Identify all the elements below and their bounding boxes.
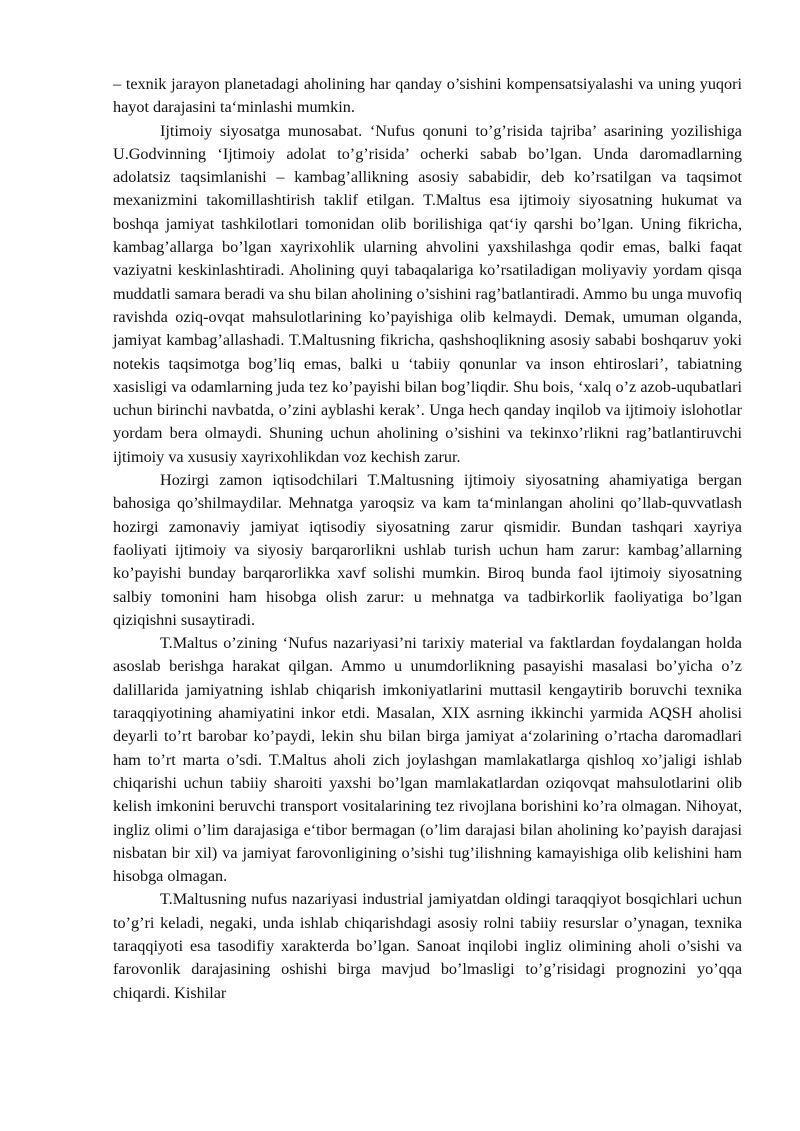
paragraph-modern-economists: Hozirgi zamon iqtisodchilari T.Maltusning ijtimoiy siyosatning ahamiyatiga bergan bahosiga qo’shilmaydilar. Mehnatga yaroqsiz va kam ta‘minlangan aholini qo’llab-quvvatlash hozirgi zamonaviy jamiyat iqtisodiy siyosatning zarur qismidir. Bundan tashqari xayriya faoliyati ijtimoiy va siyosiy barqarorlikni ushlab turish uchun ham zarur: kambag’allarning ko’payishi bunday barqarorlikka xavf solishi mumkin. Biroq bunda faol ijtimoiy siyosatning salbiy tomonini ham hisobga olish zarur: u mehnatga va tadbirkorlik faoliyatiga bo’lgan qiziqishni susaytiradi. xyxy=(113,471,742,629)
paragraph-continuation: – texnik jarayon planetadagi aholining har qanday o’sishini kompensatsiyalashi va uning yuqori hayot darajasini ta‘minlashi mumkin. xyxy=(113,75,742,117)
document-page xyxy=(113,73,742,1005)
paragraph-social-policy: Ijtimoiy siyosatga munosabat. ‘Nufus qonuni to’g’risida tajriba’ asarining yozilishiga U.Godvinning ‘Ijtimoiy adolat to’g’risida’ ocherki sabab bo’lgan. Unda daromadlarning adolatsiz taqsimlanishi – kambag’allikning asosiy sababidir, deb ko’rsatilgan va taqsimot mexanizmini takomillashtirish taklif etilgan. T.Maltus esa ijtimoiy siyosatning hukumat va boshqa jamiyat tashkilotlari tomonidan olib borilishiga qat‘iy qarshi bo’lgan. Uning fikricha, kambag’allarga bo’lgan xayrixohlik ularning ahvolini yaxshilashga qodir emas, balki faqat vaziyatni keskinlashtiradi. Aholining quyi tabaqalariga ko’rsatiladigan moliyaviy yordam qisqa muddatli samara beradi va shu bilan aholining o’sishini rag’batlantiradi. Ammo bu unga muvofiq ravishda oziq-ovqat mahsulotlarining ko’payishiga olib kelmaydi. Demak, umuman olganda, jamiyat kambag’allashadi. T.Maltusning fikricha, qashshoqlikning asosiy sababi boshqaruv yoki notekis taqsimotga bog’liq emas, balki u ‘tabiiy qonunlar va inson ehtiroslari’, tabiatning xasisligi va odamlarning juda tez ko’payishi bilan bog’liqdir. Shu bois, ‘xalq o’z azob-uqubatlari uchun birinchi navbatda, o’zini ayblashi kerak’. Unga hech qanday inqilob va ijtimoiy islohotlar yordam bera olmaydi. Shuning uchun aholining o’sishini va tekinxo’rlikni rag’batlantiruvchi ijtimoiy va xususiy xayrixohlikdan voz kechish zarur. xyxy=(113,121,742,466)
paragraph-industrial-society: T.Maltusning nufus nazariyasi industrial jamiyatdan oldingi taraqqiyot bosqichlari uchun to’g’ri keladi, negaki, unda ishlab chiqarishdagi asosiy rolni tabiiy resurslar o’ynagan, texnika taraqqiyoti esa tasodifiy xarakterda bo’lgan. Sanoat inqilobi ingliz olimining aholi o’sishi va farovonlik darajasining oshishi birga mavjud bo’lmasligi to’g’risidagi prognozini yo’qqa chiqardi. Kishilar xyxy=(113,890,742,1002)
paragraph-population-theory: T.Maltus o’zining ‘Nufus nazariyasi’ni tarixiy material va faktlardan foydalangan holda asoslab berishga harakat qilgan. Ammo u unumdorlikning pasayishi masalasi bo’yicha o’z dalillarida jamiyatning ishlab chiqarish imkoniyatlarini muttasil kengaytirib boruvchi texnika taraqqiyotining ahamiyatini inkor etdi. Masalan, XIX asrning ikkinchi yarmida AQSH aholisi deyarli to’rt barobar ko’paydi, lekin shu bilan birga jamiyat a‘zolarining o’rtacha daromadlari ham to’rt marta o’sdi. T.Maltus aholi zich joylashgan mamlakatlarga qishloq xo’jaligi ishlab chiqarishi uchun tabiiy sharoiti yaxshi bo’lgan mamlakatlardan oziqovqat mahsulotlarini olib kelish imkonini beruvchi transport vositalarining tez rivojlana borishini ko’ra olmagan. Nihoyat, ingliz olimi o’lim darajasiga e‘tibor bermagan (o’lim darajasi bilan aholining ko’payish darajasi nisbatan bir xil) va jamiyat farovonligining o’sishi tug’ilishning kamayishiga olib kelishini ham hisobga olmagan. xyxy=(113,634,742,886)
